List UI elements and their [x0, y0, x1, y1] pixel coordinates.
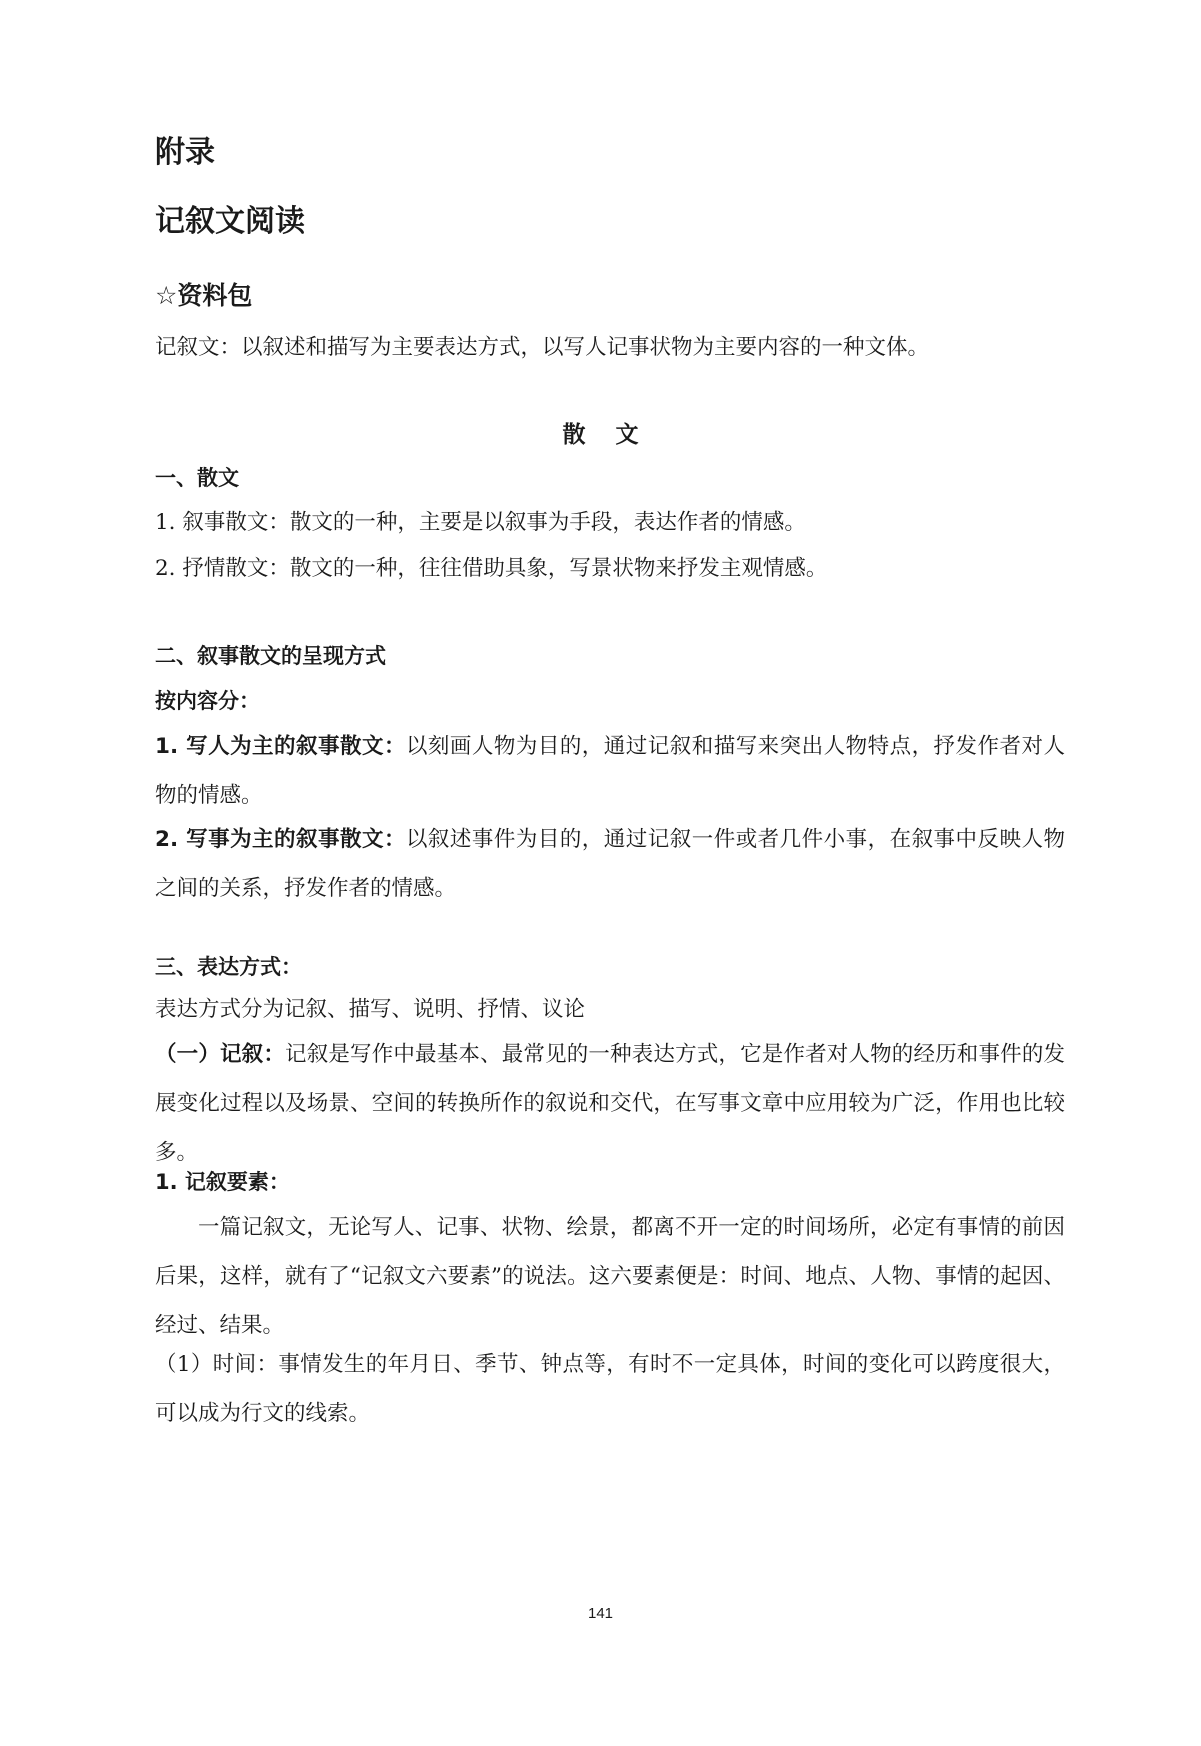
definition-text: 记叙文：以叙述和描写为主要表达方式，以写人记事状物为主要内容的一种文体。 [155, 335, 930, 360]
part3-heading: 三、表达方式： [155, 955, 302, 979]
part2-item2-text: 以叙述事件为目的，通过记叙一件或者几件小事，在叙事中反映人物之间的关系，抒发作者的情感。 [155, 827, 1065, 901]
part2-item2 [155, 815, 1065, 913]
part1-item1: 1. 叙事散文：散文的一种，主要是以叙事为手段，表达作者的情感。 [155, 510, 806, 535]
part2-item2-label: 2. 写事为主的叙事散文： [155, 827, 406, 852]
part2-item1-text: 以刻画人物为目的，通过记叙和描写来突出人物特点，抒发作者对人物的情感。 [155, 734, 1065, 808]
part1-item2: 2. 抒情散文：散文的一种，往往借助具象，写景状物来抒发主观情感。 [155, 556, 828, 581]
part3-intro: 表达方式分为记叙、描写、说明、抒情、议论 [155, 997, 586, 1022]
appendix-title: 附录 [155, 135, 215, 170]
prose-title: 散文 [562, 422, 669, 448]
part1-heading: 一、散文 [155, 466, 239, 490]
narration-label: （一）记叙： [155, 1042, 286, 1067]
elements-label: 1. 记叙要素： [155, 1170, 290, 1194]
narration-text: 记叙是写作中最基本、最常见的一种表达方式，它是作者对人物的经历和事件的发展变化过程以及场景、空间的转换所作的叙说和交代，在写事文章中应用较为广泛，作用也比较多。 [155, 1042, 1065, 1165]
resource-title: ☆资料包 [155, 281, 253, 310]
part2-item1 [155, 722, 1065, 820]
part2-item1-label: 1. 写人为主的叙事散文： [155, 734, 406, 759]
page-number: 141 [587, 1605, 614, 1622]
part2-subheading: 按内容分： [155, 689, 260, 713]
narration-paragraph [155, 1030, 1065, 1177]
section-title: 记叙文阅读 [155, 204, 305, 239]
elements-paragraph: 一篇记叙文，无论写人、记事、状物、绘景，都离不开一定的时间场所，必定有事情的前因后果，这样，就有了“记叙文六要素”的说法。这六要素便是：时间、地点、人物、事情的起因、经过、结果。 [155, 1215, 1065, 1338]
time-paragraph: （1）时间：事情发生的年月日、季节、钟点等，有时不一定具体，时间的变化可以跨度很大，可以成为行文的线索。 [155, 1352, 1065, 1426]
part2-heading: 二、叙事散文的呈现方式 [155, 644, 386, 668]
